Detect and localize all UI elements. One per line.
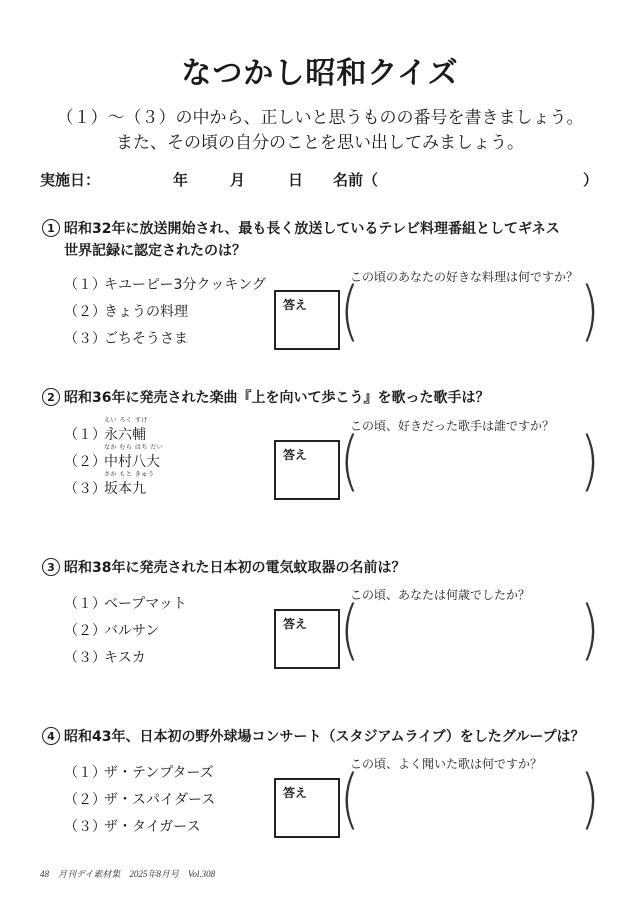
open-paren: ( xyxy=(340,761,360,837)
name-label: 名前（ xyxy=(333,171,379,189)
name-close-paren: ） xyxy=(583,171,599,189)
date-label: 実施日： xyxy=(40,171,101,189)
question-number: 2 xyxy=(42,388,60,406)
year-label: 年 xyxy=(173,171,189,189)
close-paren: ) xyxy=(580,423,600,499)
instruction-line-1: （１）〜（３）の中から、正しいと思うものの番号を書きましょう。 xyxy=(56,108,584,128)
question-number: 3 xyxy=(42,558,60,576)
question-2 xyxy=(42,387,489,409)
question-4 xyxy=(42,726,585,748)
question-text-line1: 昭和36年に発売された楽曲『上を向いて歩こう』を歌った歌手は？ xyxy=(64,390,490,406)
question-number: 1 xyxy=(42,219,60,237)
page-footer: 48 月刊デイ素材集 2025年8月号 Vol.308 xyxy=(40,869,216,879)
choice-3-3: （３）キスカ xyxy=(64,650,146,666)
personal-question-4: この頃、よく聞いた歌は何ですか？ xyxy=(350,757,543,771)
question-number: 4 xyxy=(42,727,60,745)
choice-2-3: （３） さか もと きゅう 坂本九 xyxy=(64,471,155,497)
question-text-line1: 昭和43年、日本初の野外球場コンサート（スタジアムライブ）をしたグループは？ xyxy=(64,729,585,745)
choice-4-2: （２）ザ・スパイダース xyxy=(64,792,216,808)
day-label: 日 xyxy=(288,171,304,189)
answer-box-1[interactable]: 答え xyxy=(274,290,340,350)
month-label: 月 xyxy=(230,171,246,189)
furigana: えい ろく すけ xyxy=(104,417,148,424)
choice-1-3: （３）ごちそうさま xyxy=(64,331,188,347)
furigana: さか もと きゅう xyxy=(104,471,155,478)
close-paren: ) xyxy=(580,592,600,668)
question-1 xyxy=(42,218,560,240)
question-text-line1: 昭和38年に発売された日本初の電気蚊取器の名前は？ xyxy=(64,560,406,576)
choice-1-2: （２）きょうの料理 xyxy=(64,304,188,320)
answer-box-2[interactable]: 答え xyxy=(274,440,340,500)
open-paren: ( xyxy=(340,423,360,499)
choice-4-3: （３）ザ・タイガース xyxy=(64,819,201,835)
personal-question-3: この頃、あなたは何歳でしたか？ xyxy=(350,588,531,602)
choice-4-1: （１）ザ・テンプターズ xyxy=(64,765,214,781)
instruction-line-2: また、その頃の自分のことを思い出してみましょう。 xyxy=(116,133,524,153)
open-paren: ( xyxy=(340,273,360,349)
close-paren: ) xyxy=(580,273,600,349)
close-paren: ) xyxy=(580,761,600,837)
page-title: なつかし昭和クイズ xyxy=(181,56,459,91)
open-paren: ( xyxy=(340,592,360,668)
question-3 xyxy=(42,557,405,579)
furigana: なか むら はち だい xyxy=(104,444,164,451)
question-text-line2: 世界記録に認定されたのは？ xyxy=(64,243,246,259)
question-text-line1: 昭和32年に放送開始され、最も長く放送しているテレビ料理番組としてギネス xyxy=(64,221,560,237)
answer-box-3[interactable]: 答え xyxy=(274,609,340,669)
personal-question-2: この頃、好きだった歌手は誰ですか？ xyxy=(350,419,555,433)
choice-3-1: （１）ベープマット xyxy=(64,596,187,612)
choice-3-2: （２）バルサン xyxy=(64,623,160,639)
choice-2-1: （１） えい ろく すけ 永六輔 xyxy=(64,417,148,443)
choice-1-1: （１）キユーピー3分クッキング xyxy=(64,277,266,293)
personal-question-1: この頃のあなたの好きな料理は何ですか？ xyxy=(350,270,579,284)
choice-2-2: （２） なか むら はち だい 中村八大 xyxy=(64,444,164,470)
answer-box-4[interactable]: 答え xyxy=(274,778,340,838)
